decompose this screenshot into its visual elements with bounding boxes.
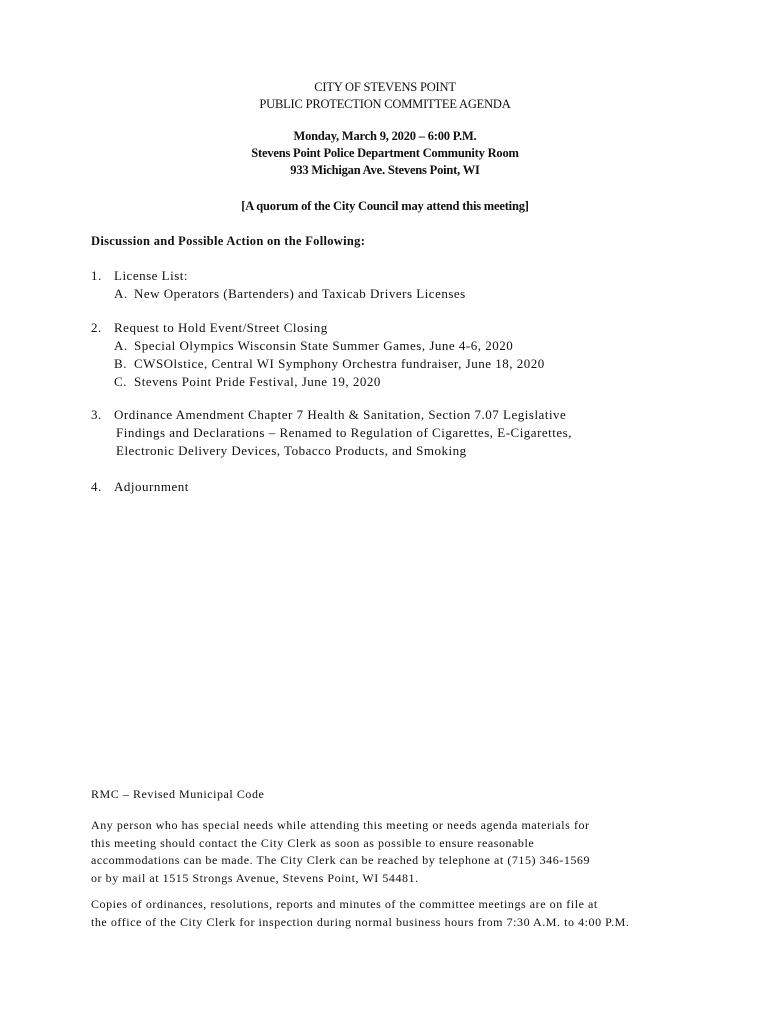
item-title: License List: — [114, 268, 189, 283]
special-needs-notice — [91, 817, 691, 887]
sub-item-text: Special Olympics Wisconsin State Summer Games, June 4-6, 2020 — [134, 338, 514, 353]
item-number: 1. — [91, 268, 102, 283]
agenda-item-1 — [91, 267, 691, 303]
item-text-line: Ordinance Amendment Chapter 7 Health & Sanitation, Section 7.07 Legislative — [114, 407, 567, 422]
item-title: Adjournment — [114, 479, 189, 494]
agenda-item-4 — [91, 478, 691, 496]
sub-item-text: Stevens Point Pride Festival, June 19, 2020 — [134, 374, 381, 389]
agenda-item-3 — [91, 406, 691, 460]
sub-item-letter: A. — [114, 286, 128, 301]
item-number: 2. — [91, 320, 102, 335]
discussion-heading: Discussion and Possible Action on the Following: — [91, 234, 366, 248]
rmc-text: RMC – Revised Municipal Code — [91, 787, 265, 801]
sub-item — [91, 285, 691, 303]
item-text-line: Electronic Delivery Devices, Tobacco Products, and Smoking — [116, 443, 467, 458]
item-number: 4. — [91, 479, 102, 494]
sub-item-letter: A. — [114, 338, 128, 353]
special-needs-line: accommodations can be made. The City Clerk can be reached by telephone at (715) 346-1569 — [91, 853, 591, 867]
agenda-header — [0, 79, 770, 113]
city-name: CITY OF STEVENS POINT — [314, 80, 456, 94]
meeting-datetime: Monday, March 9, 2020 – 6:00 P.M. — [293, 129, 477, 143]
agenda-item-2 — [91, 319, 691, 391]
item-text-line: Findings and Declarations – Renamed to Regulation of Cigarettes, E-Cigarettes, — [116, 425, 572, 440]
agenda-title: PUBLIC PROTECTION COMMITTEE AGENDA — [259, 97, 511, 111]
quorum-text: [A quorum of the City Council may attend this meeting] — [241, 199, 529, 213]
special-needs-line: Any person who has special needs while attending this meeting or needs agenda materials for — [91, 818, 590, 832]
copies-line: the office of the City Clerk for inspection during normal business hours from 7:30 A.M. to 4:00 P.M. — [91, 914, 630, 929]
item-title: Request to Hold Event/Street Closing — [114, 320, 328, 335]
meeting-location: Stevens Point Police Department Community Room — [251, 146, 519, 160]
quorum-notice — [0, 198, 770, 215]
sub-item-text: New Operators (Bartenders) and Taxicab Drivers Licenses — [134, 286, 466, 301]
copies-notice — [91, 896, 691, 931]
sub-item-letter: C. — [114, 374, 127, 389]
special-needs-line: this meeting should contact the City Clerk as soon as possible to ensure reasonable — [91, 835, 535, 850]
item-number: 3. — [91, 407, 102, 422]
sub-item-text: CWSOlstice, Central WI Symphony Orchestra fundraiser, June 18, 2020 — [134, 356, 545, 371]
meeting-address: 933 Michigan Ave. Stevens Point, WI — [290, 163, 480, 177]
rmc-note — [91, 786, 691, 804]
copies-line: Copies of ordinances, resolutions, reports and minutes of the committee meetings are on file at — [91, 897, 598, 911]
sub-item — [91, 337, 691, 355]
meeting-info — [0, 128, 770, 179]
sub-item-letter: B. — [114, 356, 127, 371]
sub-item — [91, 355, 691, 373]
sub-item — [91, 373, 691, 391]
special-needs-line: or by mail at 1515 Strongs Avenue, Stevens Point, WI 54481. — [91, 870, 419, 885]
